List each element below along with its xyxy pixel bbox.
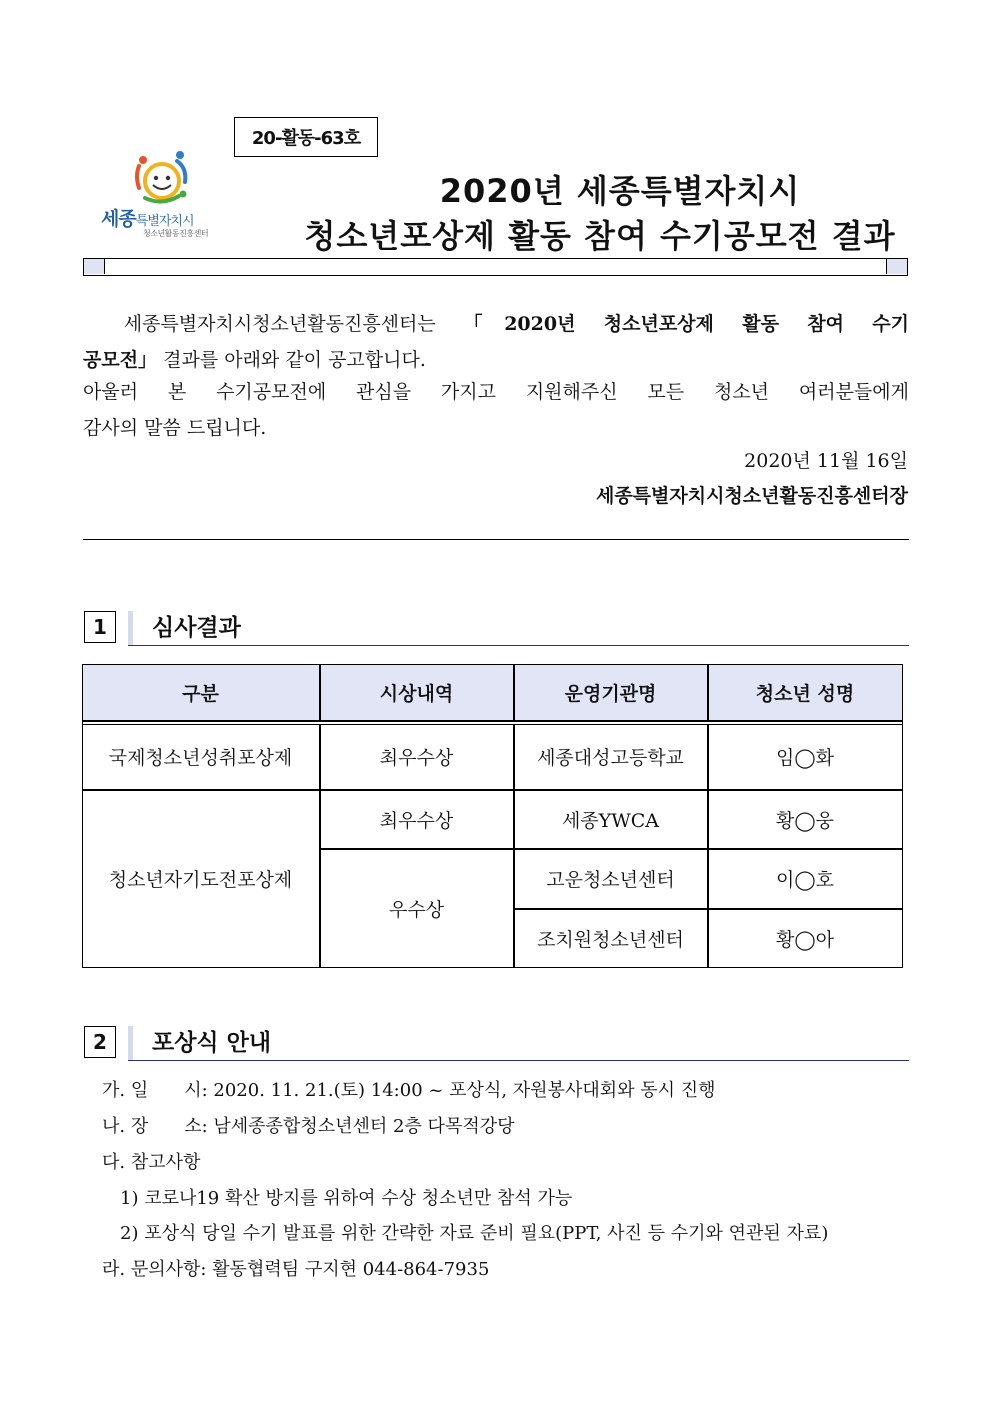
info-note-2: 2) 포상식 당일 수기 발표를 위한 간략한 자료 준비 필요(PPT, 사진 등 수기와 연관된 자료) <box>120 1223 829 1244</box>
info-item-venue: 나. 장 소: 남세종종합청소년센터 2층 다목적강당 <box>102 1116 515 1137</box>
section-number: 1 <box>84 611 116 643</box>
table-header-award: 시상내역 <box>320 664 514 722</box>
results-table <box>82 664 903 968</box>
sejong-logo <box>95 148 230 243</box>
section-2-heading <box>84 1026 909 1060</box>
table-cell-award: 최우수상 <box>320 790 514 849</box>
logo-wordmark: 세종특별자치시 <box>101 208 194 230</box>
table-header-name: 청소년 성명 <box>708 664 903 722</box>
section-title: 포상식 안내 <box>152 1030 272 1056</box>
table-cell-category: 청소년자기도전포상제 <box>82 790 320 968</box>
section-number: 2 <box>84 1026 116 1058</box>
band-square-right <box>886 259 907 274</box>
divider <box>83 539 909 540</box>
table-cell-name: 임◯화 <box>708 724 903 790</box>
table-cell-award: 최우수상 <box>320 724 514 790</box>
table-cell-org: 고운청소년센터 <box>514 849 708 909</box>
intro-line-4: 감사의 말씀 드립니다. <box>83 417 267 439</box>
smiley-mascot-icon <box>95 148 230 208</box>
section-accent-bar <box>128 1026 133 1060</box>
info-item-datetime: 가. 일 시: 2020. 11. 21.(토) 14:00 ~ 포상식, 자원봉사대회와 동시 진행 <box>102 1080 716 1101</box>
logo-subtitle: 청소년활동진흥센터 <box>143 229 209 238</box>
table-header-category: 구분 <box>82 664 320 722</box>
signer: 세종특별자치시청소년활동진흥센터장 <box>595 485 908 507</box>
section-accent-bar <box>128 611 133 645</box>
band-square-left <box>84 259 105 274</box>
table-header-double-line <box>82 720 903 725</box>
document-number: 20-활동-63호 <box>234 117 378 157</box>
info-item-notes: 다. 참고사항 <box>102 1152 201 1173</box>
title-underline-band <box>83 258 908 276</box>
table-cell-award: 우수상 <box>320 849 514 968</box>
table-cell-org: 조치원청소년센터 <box>514 909 708 968</box>
intro-line-1: 세종특별자치시청소년활동진흥센터는 「2020년 청소년포상제 활동 참여 수기 <box>123 313 909 335</box>
table-cell-name: 황◯웅 <box>708 790 903 849</box>
announcement-date: 2020년 11월 16일 <box>744 450 908 472</box>
table-header-org: 운영기관명 <box>514 664 708 722</box>
table-cell-org: 세종YWCA <box>514 790 708 849</box>
title-line-2: 청소년포상제 활동 참여 수기공모전 결과 <box>304 217 896 255</box>
intro-line-2: 공모전」 결과를 아래와 같이 공고합니다. <box>83 349 426 371</box>
table-cell-name: 이◯호 <box>708 849 903 909</box>
section-underline <box>128 645 909 646</box>
table-cell-category: 국제청소년성취포상제 <box>82 724 320 790</box>
intro-line-3: 아울러 본 수기공모전에 관심을 가지고 지원해주신 모든 청소년 여러분들에게 <box>83 381 909 403</box>
info-note-1: 1) 코로나19 확산 방지를 위하여 수상 청소년만 참석 가능 <box>120 1188 573 1209</box>
table-cell-name: 황◯아 <box>708 909 903 968</box>
info-item-contact: 라. 문의사항: 활동협력팀 구지현 044-864-7935 <box>102 1259 490 1280</box>
section-underline <box>128 1060 909 1061</box>
title-line-1: 2020년 세종특별자치시 <box>439 172 801 210</box>
section-1-heading <box>84 611 909 645</box>
section-title: 심사결과 <box>152 615 241 641</box>
table-cell-org: 세종대성고등학교 <box>514 724 708 790</box>
